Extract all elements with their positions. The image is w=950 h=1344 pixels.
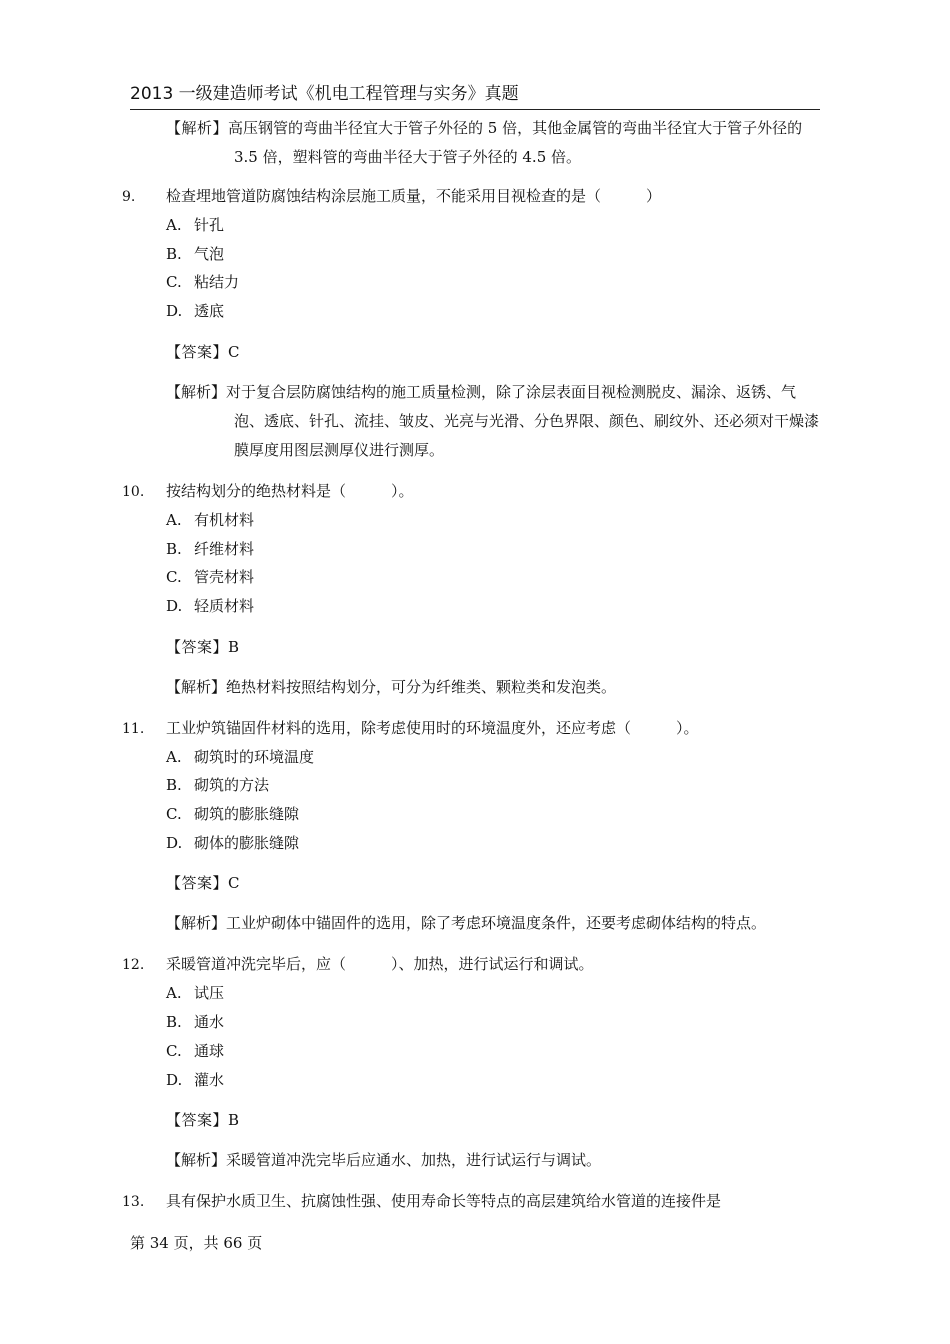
option-letter: A. xyxy=(166,747,182,766)
option-letter: C. xyxy=(166,568,182,587)
question-stem xyxy=(122,714,822,743)
option-text: 粘结力 xyxy=(194,273,240,292)
answer-option xyxy=(166,297,822,326)
page-footer: 第 34 页，共 66 页 xyxy=(130,1234,263,1252)
explanation-tag: 【解析】 xyxy=(166,1151,227,1170)
top-explanation xyxy=(122,114,822,172)
answer-value: B xyxy=(228,637,240,656)
answer-line xyxy=(166,869,822,897)
question-block xyxy=(122,182,822,465)
option-letter: B. xyxy=(166,244,182,263)
answer-tag: 【答案】 xyxy=(166,637,229,656)
page-content xyxy=(122,114,822,1216)
answer-option xyxy=(166,1037,822,1066)
option-letter: A. xyxy=(166,510,182,529)
option-text: 纤维材料 xyxy=(194,539,255,558)
question-block xyxy=(122,714,822,939)
option-text: 轻质材料 xyxy=(194,596,255,615)
header-title: 2013 一级建造师考试《机电工程管理与实务》真题 xyxy=(130,84,519,104)
explanation-text: 工业炉砌体中锚固件的选用，除了考虑环境温度条件，还要考虑砌体结构的特点。 xyxy=(226,914,767,933)
answer-line xyxy=(166,1106,822,1134)
answer-option xyxy=(166,743,822,772)
question-number: 12. xyxy=(122,957,145,974)
option-text: 砌筑的膨胀缝隙 xyxy=(194,805,300,824)
answer-option xyxy=(166,563,822,592)
option-letter: C. xyxy=(166,805,182,824)
answer-option xyxy=(166,535,822,564)
answer-line xyxy=(166,633,822,661)
option-text: 砌筑的方法 xyxy=(194,776,270,795)
answer-tag: 【答案】 xyxy=(166,1111,229,1130)
answer-option xyxy=(166,1066,822,1095)
question-stem xyxy=(122,182,822,211)
option-letter: B. xyxy=(166,776,182,795)
option-text: 透底 xyxy=(194,302,225,321)
option-letter: D. xyxy=(166,596,183,615)
answer-option xyxy=(166,240,822,269)
answer-line xyxy=(166,338,822,366)
question-text: 具有保护水质卫生、抗腐蚀性强、使用寿命长等特点的高层建筑给水管道的连接件是 xyxy=(166,1192,722,1211)
answer-option xyxy=(166,211,822,240)
option-text: 试压 xyxy=(194,984,225,1003)
question-stem xyxy=(122,477,822,506)
explanation-text: 绝热材料按照结构划分，可分为纤维类、颗粒类和发泡类。 xyxy=(226,677,617,696)
question-text: 采暖管道冲洗完毕后，应（ ）、加热，进行试运行和调试。 xyxy=(166,955,594,974)
answer-option xyxy=(166,592,822,621)
explanation-text: 采暖管道冲洗完毕后应通水、加热，进行试运行与调试。 xyxy=(226,1151,602,1170)
option-text: 砌体的膨胀缝隙 xyxy=(194,833,300,852)
question-stem xyxy=(122,950,822,979)
option-letter: C. xyxy=(166,273,182,292)
answer-value: B xyxy=(228,1111,240,1130)
option-letter: C. xyxy=(166,1041,182,1060)
option-letter: D. xyxy=(166,1070,183,1089)
answer-option xyxy=(166,771,822,800)
option-text: 有机材料 xyxy=(194,510,255,529)
option-text: 通球 xyxy=(194,1041,225,1060)
answer-option xyxy=(166,829,822,858)
option-text: 通水 xyxy=(194,1013,225,1032)
option-letter: A. xyxy=(166,216,182,234)
answer-value: C xyxy=(228,874,240,893)
answer-value: C xyxy=(228,342,240,361)
option-letter: B. xyxy=(166,1013,182,1032)
explanation xyxy=(122,909,822,938)
answer-option xyxy=(166,979,822,1008)
explanation-text: 高压钢管的弯曲半径宜大于管子外径的 5 倍，其他金属管的弯曲半径宜大于管子外径的 3.5 倍，塑料管的弯曲半径大于管子外径的 4.5 倍。 xyxy=(228,119,803,166)
explanation-tag: 【解析】 xyxy=(166,677,227,696)
option-text: 灌水 xyxy=(194,1070,225,1089)
option-text: 气泡 xyxy=(194,244,225,263)
option-letter: B. xyxy=(166,539,182,558)
explanation-tag: 【解析】 xyxy=(166,914,227,933)
answer-option xyxy=(166,268,822,297)
question-list xyxy=(122,182,822,1175)
question-number: 13. xyxy=(122,1194,145,1211)
answer-option xyxy=(166,506,822,535)
question-number: 10. xyxy=(122,483,145,500)
explanation xyxy=(122,673,822,702)
option-letter: A. xyxy=(166,984,182,1003)
question-block xyxy=(122,950,822,1175)
question-block xyxy=(122,477,822,702)
explanation-tag: 【解析】 xyxy=(166,382,227,401)
answer-option xyxy=(166,800,822,829)
question-text: 按结构划分的绝热材料是（ ）。 xyxy=(166,481,414,500)
question-number: 9. xyxy=(122,189,136,205)
question-text: 检查埋地管道防腐蚀结构涂层施工质量，不能采用目视检查的是（ ） xyxy=(166,187,662,205)
option-text: 管壳材料 xyxy=(194,568,255,587)
question-13 xyxy=(122,1187,822,1216)
explanation-text: 对于复合层防腐蚀结构的施工质量检测，除了涂层表面目视检测脱皮、漏涂、返锈、气泡、透底、针孔、流挂、皱皮、光亮与光滑、分色界限、颜色、刷纹外、还必须对干燥漆膜厚度用图层测厚仪进行测厚。 xyxy=(226,382,820,459)
explanation-tag: 【解析】 xyxy=(166,119,229,137)
option-letter: D. xyxy=(166,302,183,321)
answer-tag: 【答案】 xyxy=(166,874,229,893)
answer-tag: 【答案】 xyxy=(166,342,229,361)
question-text: 工业炉筑锚固件材料的选用，除考虑使用时的环境温度外，还应考虑（ ）。 xyxy=(166,718,699,737)
option-letter: D. xyxy=(166,833,183,852)
answer-option xyxy=(166,1008,822,1037)
option-text: 砌筑时的环境温度 xyxy=(194,747,315,766)
explanation xyxy=(122,378,822,465)
explanation xyxy=(122,1146,822,1175)
page-header xyxy=(130,83,820,110)
question-number: 11. xyxy=(122,720,145,737)
option-text: 针孔 xyxy=(194,216,225,234)
